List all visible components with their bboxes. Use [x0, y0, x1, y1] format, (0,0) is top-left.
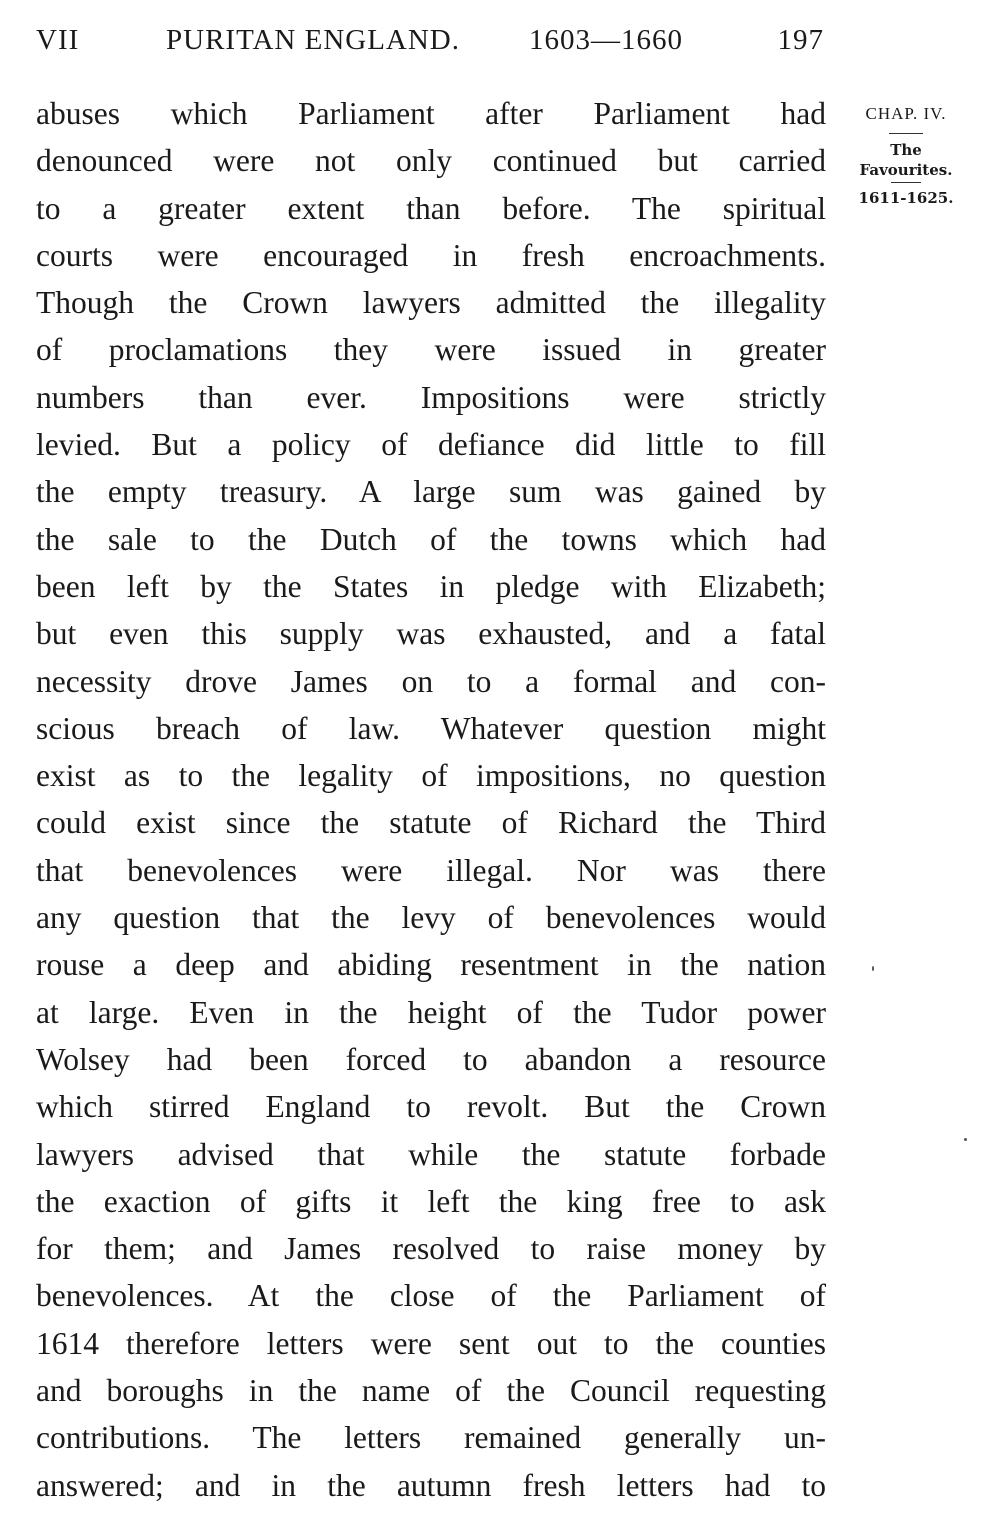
text-line: to a greater extent than before. The spiritual	[36, 190, 826, 226]
text-line: rouse a deep and abiding resentment in the nation	[36, 947, 826, 983]
print-speck	[964, 1138, 967, 1141]
text-line: Wolsey had been forced to abandon a resource	[36, 1041, 826, 1077]
text-line: courts were encouraged in fresh encroachments.	[36, 237, 826, 273]
text-line: the empty treasury. A large sum was gained by	[36, 474, 826, 510]
text-line: benevolences. At the close of the Parliament of	[36, 1278, 826, 1314]
margin-topic-line: Favourites.	[859, 161, 953, 179]
text-line: the exaction of gifts it left the king free to ask	[36, 1183, 826, 1219]
text-line: numbers than ever. Impositions were strictly	[36, 379, 826, 415]
margin-divider	[891, 182, 921, 183]
margin-topic-line: The	[890, 141, 922, 159]
text-line: Though the Crown lawyers admitted the illegality	[36, 285, 826, 321]
text-line: of proclamations they were issued in greater	[36, 332, 826, 368]
text-line: which stirred England to revolt. But the Crown	[36, 1089, 826, 1125]
body-text	[36, 90, 826, 1509]
text-line: abuses which Parliament after Parliament had	[36, 96, 826, 131]
text-line: scious breach of law. Whatever question might	[36, 710, 826, 746]
page-number: 197	[777, 24, 824, 56]
text-line: exist as to the legality of impositions, no question	[36, 758, 826, 794]
text-line: lawyers advised that while the statute forbade	[36, 1136, 826, 1172]
header-year-range: 1603—1660	[529, 24, 683, 56]
header-book-title: PURITAN ENGLAND.	[166, 24, 460, 56]
header-chapter-numeral: VII	[36, 24, 80, 56]
text-line: for them; and James resolved to raise money by	[36, 1231, 826, 1267]
margin-date-range: 1611-1625.	[858, 189, 954, 207]
text-line: and boroughs in the name of the Council requesting	[36, 1373, 826, 1409]
text-line: at large. Even in the height of the Tudor power	[36, 994, 826, 1030]
text-line: levied. But a policy of defiance did little to fill	[36, 427, 826, 463]
margin-note	[842, 100, 970, 207]
text-line: contributions. The letters remained generally un-	[36, 1420, 826, 1456]
text-line: necessity drove James on to a formal and con-	[36, 663, 826, 699]
text-line: could exist since the statute of Richard the Third	[36, 805, 826, 841]
text-line: any question that the levy of benevolences would	[36, 900, 826, 936]
text-line: but even this supply was exhausted, and a fatal	[36, 616, 826, 652]
text-line: that benevolences were illegal. Nor was there	[36, 852, 826, 888]
margin-chapter-label: CHAP. IV.	[865, 104, 947, 123]
text-line: been left by the States in pledge with Elizabeth;	[36, 568, 826, 604]
margin-divider	[889, 133, 923, 134]
running-header	[36, 24, 826, 60]
text-line: the sale to the Dutch of the towns which had	[36, 521, 826, 557]
text-line: 1614 therefore letters were sent out to the counties	[36, 1325, 826, 1361]
text-line: answered; and in the autumn fresh letters had to	[36, 1467, 826, 1503]
print-speck	[872, 966, 874, 971]
text-line: denounced were not only continued but carried	[36, 143, 826, 179]
